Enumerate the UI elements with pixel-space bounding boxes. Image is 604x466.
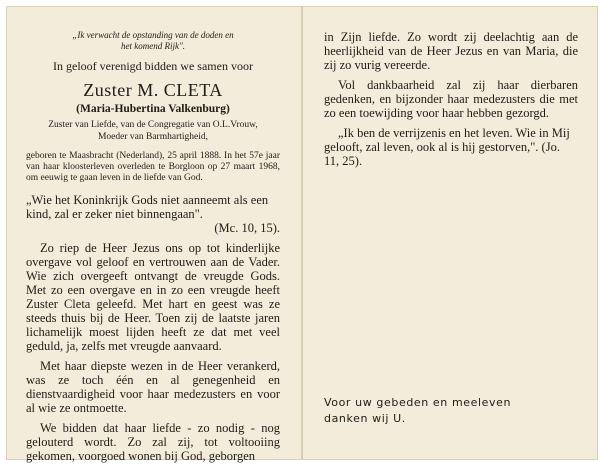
right-page: [324, 30, 578, 168]
card-fold: [301, 6, 303, 460]
thanks-footer: Voor uw gebeden en meeleven danken wij U.: [324, 396, 512, 425]
left-page: [26, 30, 280, 463]
bible-reference: (Mc. 10, 15).: [214, 221, 280, 235]
deceased-name: Zuster M. CLETA: [83, 80, 223, 100]
bible-quote: „Wie het Koninkrijk Gods niet aanneemt als een kind, zal er zeker niet binnengaan".: [26, 193, 269, 221]
intro-line: In geloof verenigd bidden we samen voor: [53, 59, 253, 73]
civil-name: (Maria-Hubertina Valkenburg): [76, 103, 230, 115]
closing-quote: „Ik ben de verrijzenis en het leven. Wie in Mij gelooft, zal leven, ook al is hij gestorven,". (Jo. 11, 25).: [324, 126, 570, 168]
paragraph-3: We bidden dat haar liefde - zo nodig - nog gelouterd wordt. Zo zal zij, tot voltooiing gekomen, voorgoed wonen bij God, geborgen: [26, 421, 280, 463]
paragraph-1: Zo riep de Heer Jezus ons op tot kinderlijke overgave vol geloof en vertrouwen aan de Vader. Wie zich overgeeft ontvangt de vreugde Gods. Met zo een overgave en in zo een vreugde heeft Zuster Cleta geleefd. Met hart en geest was ze steeds thuis bij de Heer. Toen zij de laatste jaren lichamelijk moest lijden heeft ze dat met veel geduld, ja, zelfs met vreugde aanvaard.: [26, 241, 280, 353]
paragraph-2: Met haar diepste wezen in de Heer verankerd, was ze toch één en al genegenheid en dienstvaardigheid voor haar medezusters en voor al wie ze ontmoette.: [26, 359, 280, 415]
opening-quote: „Ik verwacht de opstanding van de doden en het komend Rijk".: [72, 30, 234, 51]
birth-death-details: geboren te Maasbracht (Nederland), 25 april 1888. In het 57e jaar van haar kloosterleven overleden te Borgloon op 27 maart 1968, om eeuwig te gaan leven in de liefde van God.: [26, 151, 280, 183]
gratitude-paragraph: Vol dankbaarheid zal zij haar dierbaren gedenken, en bijzonder haar medezusters die met zo een toewijding voor haar hebben gezorgd.: [324, 78, 578, 120]
congregation: Zuster van Liefde, van de Congregatie van O.L.Vrouw, Moeder van Barmhartigheid,: [48, 120, 258, 142]
continued-text: in Zijn liefde. Zo wordt zij deelachtig aan de heerlijkheid van de Heer Jezus en van Maria, die zij zo vurig vereerde.: [324, 30, 578, 72]
